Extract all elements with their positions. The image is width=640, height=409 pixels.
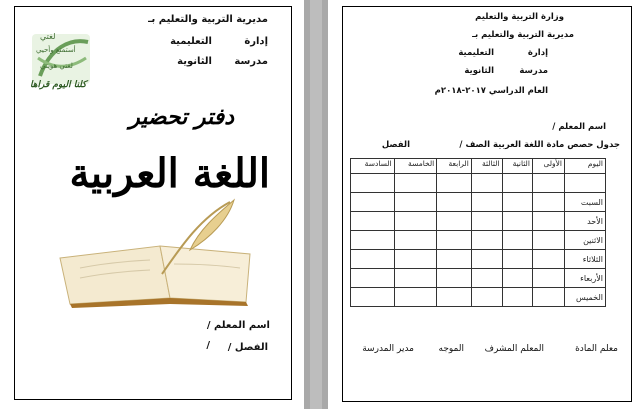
table-cell bbox=[394, 212, 437, 231]
schedule-page bbox=[322, 0, 640, 409]
table-row bbox=[351, 193, 606, 212]
table-cell bbox=[502, 269, 532, 288]
table-cell bbox=[351, 212, 395, 231]
table-cell bbox=[351, 231, 395, 250]
cover-directorate: مديرية التربية والتعليم بـ bbox=[148, 14, 268, 25]
academic-year: العام الدراسي ٢٠١٧-٢٠١٨م bbox=[434, 86, 548, 96]
table-cell bbox=[437, 174, 472, 193]
table-cell bbox=[394, 288, 437, 307]
table-cell bbox=[471, 174, 502, 193]
table-cell bbox=[394, 193, 437, 212]
table-cell bbox=[471, 250, 502, 269]
table-cell bbox=[502, 250, 532, 269]
column-header: الثالثة bbox=[471, 159, 502, 174]
notebook-title: دفتر تحضير bbox=[129, 104, 234, 130]
table-title: جدول حصص مادة اللغة العربية الصف / bbox=[459, 140, 620, 150]
signature-supervisor: الموجه bbox=[438, 344, 464, 354]
schedule-school-label: مدرسة bbox=[519, 66, 548, 76]
signature-principal: مدير المدرسة bbox=[362, 344, 414, 354]
table-cell bbox=[502, 288, 532, 307]
table-cell bbox=[437, 231, 472, 250]
table-cell bbox=[532, 288, 564, 307]
table-row bbox=[351, 269, 606, 288]
table-cell bbox=[394, 269, 437, 288]
table-cell bbox=[437, 269, 472, 288]
table-cell bbox=[471, 193, 502, 212]
table-row bbox=[351, 288, 606, 307]
logo-line-4: كلنا اليوم قراها bbox=[30, 80, 87, 90]
schedule-table bbox=[350, 158, 606, 307]
table-cell bbox=[394, 174, 437, 193]
table-row bbox=[351, 231, 606, 250]
day-cell: الأحد bbox=[565, 212, 606, 231]
cover-class-separator: / bbox=[206, 340, 210, 351]
book-quill-illustration bbox=[50, 198, 280, 308]
table-cell bbox=[471, 269, 502, 288]
cover-class-label: الفصل / bbox=[227, 342, 268, 353]
table-cell bbox=[351, 250, 395, 269]
column-header: اليوم bbox=[565, 159, 606, 174]
table-row bbox=[351, 212, 606, 231]
table-cell bbox=[502, 212, 532, 231]
day-cell: الخميس bbox=[565, 288, 606, 307]
table-cell bbox=[351, 174, 395, 193]
table-cell bbox=[394, 231, 437, 250]
column-header: السادسة bbox=[351, 159, 395, 174]
schedule-administration-label: إدارة bbox=[527, 48, 548, 58]
table-cell bbox=[471, 288, 502, 307]
cover-page bbox=[0, 0, 310, 409]
table-cell bbox=[437, 288, 472, 307]
table-cell bbox=[351, 193, 395, 212]
cover-school-value: الثانوية bbox=[177, 56, 212, 67]
cover-administration-label: إدارة bbox=[244, 36, 268, 47]
day-cell: الاثنين bbox=[565, 231, 606, 250]
schedule-teacher-label: اسم المعلم / bbox=[552, 122, 606, 132]
column-header: الثانية bbox=[502, 159, 532, 174]
schedule-school-value: الثانوية bbox=[464, 66, 494, 76]
table-cell bbox=[565, 174, 606, 193]
column-header: الأولى bbox=[532, 159, 564, 174]
cover-administration-value: التعليمية bbox=[170, 36, 212, 47]
column-header: الرابعة bbox=[437, 159, 472, 174]
table-row bbox=[351, 250, 606, 269]
cover-teacher-label: اسم المعلم / bbox=[206, 320, 270, 331]
schedule-administration-value: التعليمية bbox=[458, 48, 494, 58]
table-cell bbox=[471, 212, 502, 231]
ministry-name: وزارة التربية والتعليم bbox=[475, 12, 564, 22]
table-cell bbox=[502, 174, 532, 193]
table-cell bbox=[532, 250, 564, 269]
cover-school-label: مدرسة bbox=[234, 56, 268, 67]
day-cell: السبت bbox=[565, 193, 606, 212]
table-cell bbox=[532, 231, 564, 250]
table-cell bbox=[351, 269, 395, 288]
day-cell: الثلاثاء bbox=[565, 250, 606, 269]
table-cell bbox=[502, 231, 532, 250]
column-header: الخامسة bbox=[394, 159, 437, 174]
schedule-directorate: مديرية التربية والتعليم بـ bbox=[472, 30, 574, 40]
logo-line-3: لغتي هويتي bbox=[40, 62, 73, 70]
table-row bbox=[351, 174, 606, 193]
logo-line-2: أستمتع وأحيي bbox=[36, 46, 76, 54]
signature-supervising-teacher: المعلم المشرف bbox=[484, 344, 544, 354]
day-cell: الأربعاء bbox=[565, 269, 606, 288]
schedule-class-label: الفصل bbox=[381, 140, 410, 150]
table-cell bbox=[437, 250, 472, 269]
logo-line-1: لغتي bbox=[40, 32, 56, 41]
table-cell bbox=[394, 250, 437, 269]
table-cell bbox=[532, 174, 564, 193]
table-cell bbox=[471, 231, 502, 250]
table-cell bbox=[532, 212, 564, 231]
table-cell bbox=[437, 212, 472, 231]
table-cell bbox=[502, 193, 532, 212]
table-cell bbox=[437, 193, 472, 212]
table-header-row bbox=[351, 159, 606, 174]
subject-title: اللغة العربية bbox=[69, 150, 270, 197]
signature-subject-teacher: معلم المادة bbox=[575, 344, 618, 354]
table-cell bbox=[532, 193, 564, 212]
table-cell bbox=[351, 288, 395, 307]
table-cell bbox=[532, 269, 564, 288]
